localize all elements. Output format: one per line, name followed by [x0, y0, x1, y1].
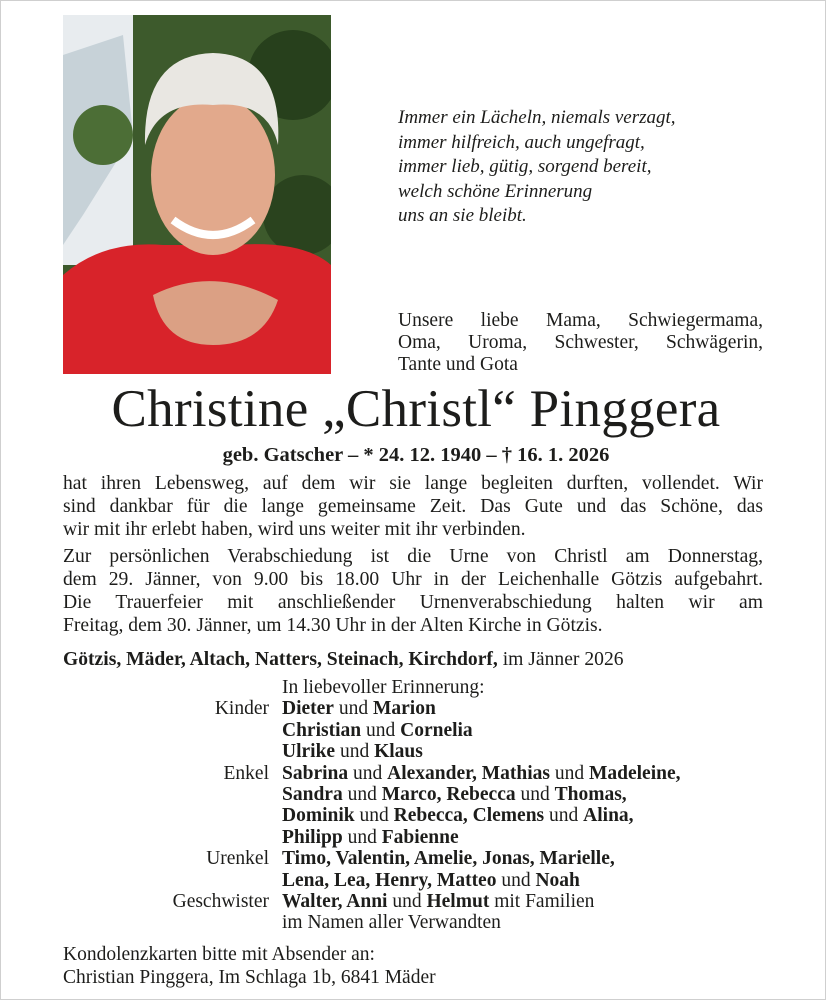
condolence-address — [63, 943, 436, 989]
connector-text: und — [348, 762, 388, 784]
poem-line: immer lieb, gütig, sorgend bereit, — [398, 156, 652, 177]
person-name: Cornelia — [400, 719, 473, 741]
connector-text: und — [333, 698, 373, 720]
connector-text: und — [549, 762, 589, 784]
body-line: Freitag, dem 30. Jänner, um 14.30 Uhr in der Alten Kirche in Götzis. — [63, 615, 603, 636]
relation-label — [0, 912, 282, 933]
poem-line: uns an sie bleibt. — [398, 205, 527, 226]
body-paragraph — [63, 545, 763, 637]
connector-text: und — [342, 826, 382, 848]
body-line: Zur persönlichen Verabschiedung ist die Urne von Christl am Donnerstag, — [63, 546, 763, 567]
person-name: Alexander, Mathias — [387, 762, 550, 784]
person-name: Klaus — [374, 741, 423, 763]
relation-names — [282, 827, 826, 848]
family-row — [0, 677, 826, 698]
intro-line: Tante und Gota — [398, 354, 518, 375]
person-name: Walter, Anni — [282, 891, 388, 913]
connector-text: und — [496, 869, 536, 891]
intro-line: Unsere liebe Mama, Schwiegermama, — [398, 310, 763, 331]
intro-line: Oma, Uroma, Schwester, Schwägerin, — [398, 332, 763, 353]
relation-names — [282, 848, 826, 869]
connector-text: In liebevoller Erinnerung: — [282, 677, 485, 698]
relation-names — [282, 912, 826, 933]
relation-label — [0, 870, 282, 891]
relation-names — [282, 741, 826, 762]
person-name: Marco, Rebecca — [381, 784, 516, 806]
connector-text: und — [544, 805, 584, 827]
relation-label — [0, 784, 282, 805]
deceased-name: Christine „Christl“ Pinggera — [111, 380, 721, 438]
memorial-poem — [398, 106, 778, 229]
relation-label — [0, 720, 282, 741]
family-row — [0, 784, 826, 805]
person-name: Alina, — [583, 805, 634, 827]
connector-text: mit Familien — [489, 891, 595, 913]
person-name: Thomas, — [554, 784, 627, 806]
family-row — [0, 870, 826, 891]
relation-names — [282, 698, 826, 719]
connector-text: und — [515, 784, 555, 806]
person-name: Lena, Lea, Henry, Matteo — [282, 869, 497, 891]
person-name: Ulrike — [282, 741, 336, 763]
family-row — [0, 763, 826, 784]
intro-text — [398, 310, 763, 376]
poem-line: welch schöne Erinnerung — [398, 180, 593, 202]
person-name: Marion — [372, 698, 436, 720]
relation-label: Geschwister — [172, 891, 269, 913]
connector-text: und — [354, 805, 394, 827]
family-row — [0, 698, 826, 719]
towns: Götzis, Mäder, Altach, Natters, Steinach, Kirchdorf, — [63, 649, 498, 670]
notice-body — [63, 472, 763, 641]
family-row — [0, 720, 826, 741]
person-name: Noah — [535, 869, 580, 891]
relation-names — [282, 720, 826, 741]
birth-death-dates: geb. Gatscher – * 24. 12. 1940 – † 16. 1. 2026 — [222, 444, 610, 466]
poem-line: Immer ein Lächeln, niemals verzagt, — [398, 107, 676, 128]
body-line: sind dankbar für die lange gemeinsame Zeit. Das Gute und das Schöne, das — [63, 496, 763, 517]
family-row — [0, 805, 826, 826]
person-name: Madeleine, — [588, 762, 681, 784]
relation-names — [282, 805, 826, 826]
family-row — [0, 912, 826, 933]
person-name: Sabrina — [282, 762, 349, 784]
family-row — [0, 848, 826, 869]
person-name: Christian — [282, 719, 362, 741]
body-line: hat ihren Lebensweg, auf dem wir sie lange begleiten durften, vollendet. Wir — [63, 473, 763, 494]
body-line: Die Trauerfeier mit anschließender Urnenverabschiedung halten wir am — [63, 592, 763, 613]
poem-line: immer hilfreich, auch ungefragt, — [398, 131, 645, 153]
date: im Jänner 2026 — [497, 649, 624, 670]
person-name: Philipp — [282, 826, 343, 848]
body-paragraph — [63, 472, 763, 541]
relation-names — [282, 677, 826, 698]
family-row — [0, 827, 826, 848]
relation-names — [282, 870, 826, 891]
connector-text: im Namen aller Verwandten — [282, 912, 501, 934]
connector-text: und — [361, 719, 401, 741]
connector-text: und — [387, 891, 427, 913]
connector-text: und — [335, 741, 375, 763]
person-name: Dieter — [282, 698, 334, 720]
family-row — [0, 741, 826, 762]
condolence-line: Kondolenzkarten bitte mit Absender an: — [63, 944, 375, 965]
relation-label — [0, 741, 282, 762]
relation-label — [0, 827, 282, 848]
person-name: Helmut — [426, 891, 490, 913]
family-list — [0, 677, 826, 934]
person-name: Timo, Valentin, Amelie, Jonas, Marielle, — [282, 848, 615, 870]
relation-label: Urenkel — [206, 848, 269, 870]
relation-names — [282, 763, 826, 784]
person-name: Rebecca, Clemens — [393, 805, 545, 827]
relation-names — [282, 784, 826, 805]
portrait-photo — [63, 15, 331, 374]
relation-label: Enkel — [223, 762, 269, 784]
body-line: dem 29. Jänner, von 9.00 bis 18.00 Uhr in der Leichenhalle Götzis aufgebahrt. — [63, 569, 763, 590]
connector-text: und — [342, 784, 382, 806]
body-line: wir mit ihr erlebt haben, wird uns weiter mit ihr verbinden. — [63, 519, 526, 540]
condolence-line: Christian Pinggera, Im Schlaga 1b, 6841 Mäder — [63, 967, 436, 988]
family-row — [0, 891, 826, 912]
relation-names — [282, 891, 826, 912]
person-name: Sandra — [282, 784, 343, 806]
person-name: Dominik — [282, 805, 355, 827]
person-name: Fabienne — [381, 826, 459, 848]
relation-label — [0, 805, 282, 826]
relation-label — [0, 677, 282, 698]
place-date — [63, 648, 783, 672]
relation-label: Kinder — [214, 698, 269, 720]
